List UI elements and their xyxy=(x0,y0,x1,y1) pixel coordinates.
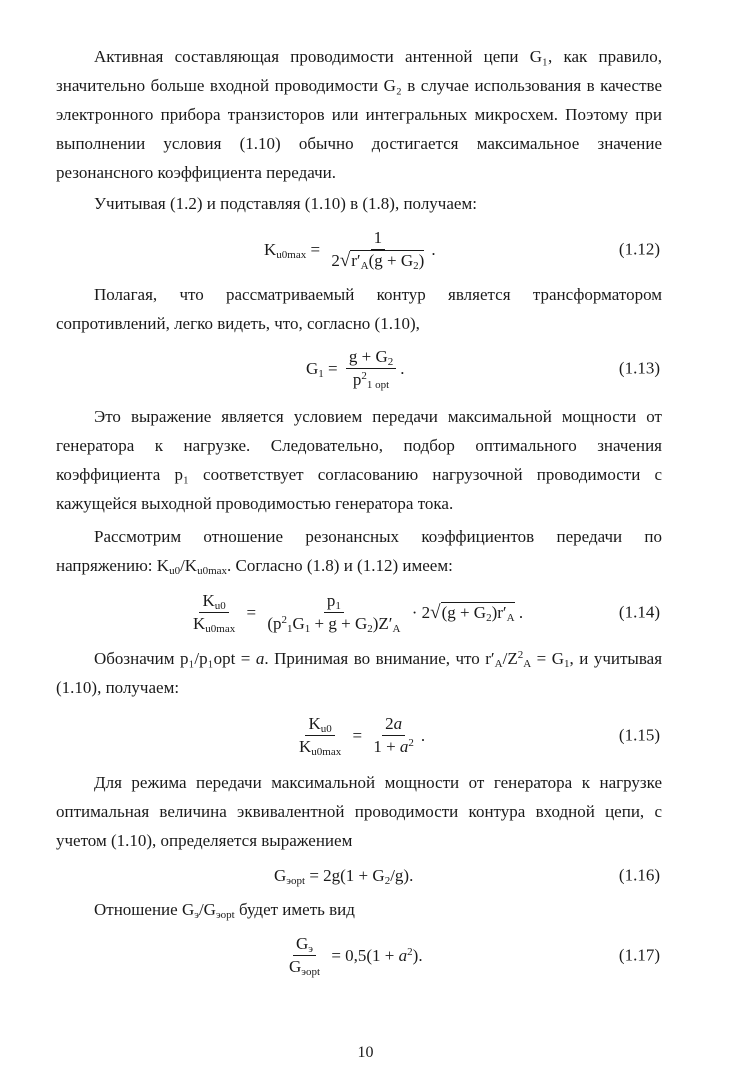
paragraph-6-text-c: , и учитывая (1.10), получаем: xyxy=(56,649,663,697)
equation-1-14-formula: $\frac{K_{u0}}{K_{u0max}}$ = $\frac{p_1}{(p^2_1G_1 + g + G_2)Z'_A}$ · $2√(g + G_2)r'_A$ . xyxy=(186,580,523,644)
equation-number-1-13: (1.13) xyxy=(618,358,660,378)
equation-number-1-17: (1.17) xyxy=(618,945,660,965)
inline-formula-ratio-g: $G_э/G_{эopt}$ xyxy=(181,900,235,921)
paragraph-8 xyxy=(56,895,662,924)
fraction: $\frac{K_{u0}}{K_{u0max}}$ xyxy=(193,590,236,635)
fraction: $\frac{2a}{1 + a^2}$ xyxy=(373,713,414,756)
paragraph-8-text-b: будет иметь вид xyxy=(238,900,355,919)
equation-number-1-16: (1.16) xyxy=(618,865,660,885)
equation-1-17 xyxy=(56,924,662,986)
equation-1-14 xyxy=(56,580,662,644)
symbol-a: a xyxy=(255,649,265,668)
equation-1-16-formula: $G_{эopt} = 2g(1 + G_2/g)$. xyxy=(274,865,414,887)
inline-formula-condition: $r'_A/Z^2_A = G_1$ xyxy=(485,649,570,670)
fraction: $\frac{p_1}{(p^2_1G_1 + g + G_2)Z'_A}$ xyxy=(267,590,401,635)
equation-1-12-formula: $K_{u0max}$ = $\frac{1}{2√r'_A(g + G_2)}$ . xyxy=(264,227,436,272)
equation-number-1-14: (1.14) xyxy=(618,602,660,622)
paragraph-4: Это выражение является условием передачи максимальной мощности от генератора к нагрузке. Следовательно, подбор оптимального значения коэффициента p₁ соответствует согласованию нагрузочной проводимости с кажущейся выходной проводимостью генератора тока. xyxy=(56,407,662,513)
fraction: $\frac{g + G_2}{p^2_{1 opt}}$ xyxy=(346,347,396,390)
paragraph-6 xyxy=(56,644,662,702)
paragraph-6-text-a: Обозначим p₁/p₁opt = xyxy=(94,649,251,668)
inline-formula-ratio: $K_{u0}/K_{u0max}$ xyxy=(156,556,228,577)
fraction: $\frac{1}{2√r'_A(g + G_2)}$ xyxy=(331,227,425,272)
paragraph-5-text-a: Рассмотрим отношение резонансных коэффициентов передачи по напряжению: xyxy=(56,527,662,575)
equation-1-12 xyxy=(56,218,662,280)
equation-number-1-15: (1.15) xyxy=(618,725,660,745)
equation-1-15-formula: $\frac{K_{u0}}{K_{u0max}}$ = $\frac{2a}{1 + a^2}$ . xyxy=(292,702,425,768)
fraction: $\frac{G_э}{G_{эopt}}$ xyxy=(289,933,321,978)
paragraph-5 xyxy=(56,522,662,580)
equation-number-1-12: (1.12) xyxy=(618,239,660,259)
equation-1-15 xyxy=(56,702,662,768)
paragraph-7: Для режима передачи максимальной мощности от генератора к нагрузке оптимальная величина эквивалентной проводимости контура входной цепи, с учетом (1.10), определяется выражением xyxy=(56,773,662,850)
page-body xyxy=(56,42,662,986)
paragraph-2: Учитывая (1.2) и подставляя (1.10) в (1.8), получаем: xyxy=(94,194,477,213)
equation-1-13-formula: $G_1$ = $\frac{g + G_2}{p^2_{1 opt}}$ . xyxy=(306,346,405,391)
paragraph-5-text-b: . Согласно (1.8) и (1.12) имеем: xyxy=(227,556,453,575)
paragraph-1: Активная составляющая проводимости антенной цепи G₁, как правило, значительно больше входной проводимости G₂ в случае использования в качестве электронного прибора транзисторов или интегральных микросхем. Поэтому при выполнении условия (1.10) обычно достигается максимальное значение резонансного коэффициента передачи. xyxy=(56,47,662,182)
fraction: $\frac{K_{u0}}{K_{u0max}}$ xyxy=(299,713,342,758)
equation-1-16 xyxy=(56,855,662,895)
page-number: 10 xyxy=(357,1044,374,1061)
equation-1-13 xyxy=(56,338,662,398)
equation-1-17-formula: $\frac{G_э}{G_{эopt}}$ = $0,5(1 + a^2)$. xyxy=(282,924,423,986)
paragraph-3: Полагая, что рассматриваемый контур является трансформатором сопротивлений, легко видеть, что, согласно (1.10), xyxy=(56,285,662,333)
paragraph-6-text-b: . Принимая во внимание, что xyxy=(264,649,480,668)
paragraph-8-text-a: Отношение xyxy=(94,900,178,919)
